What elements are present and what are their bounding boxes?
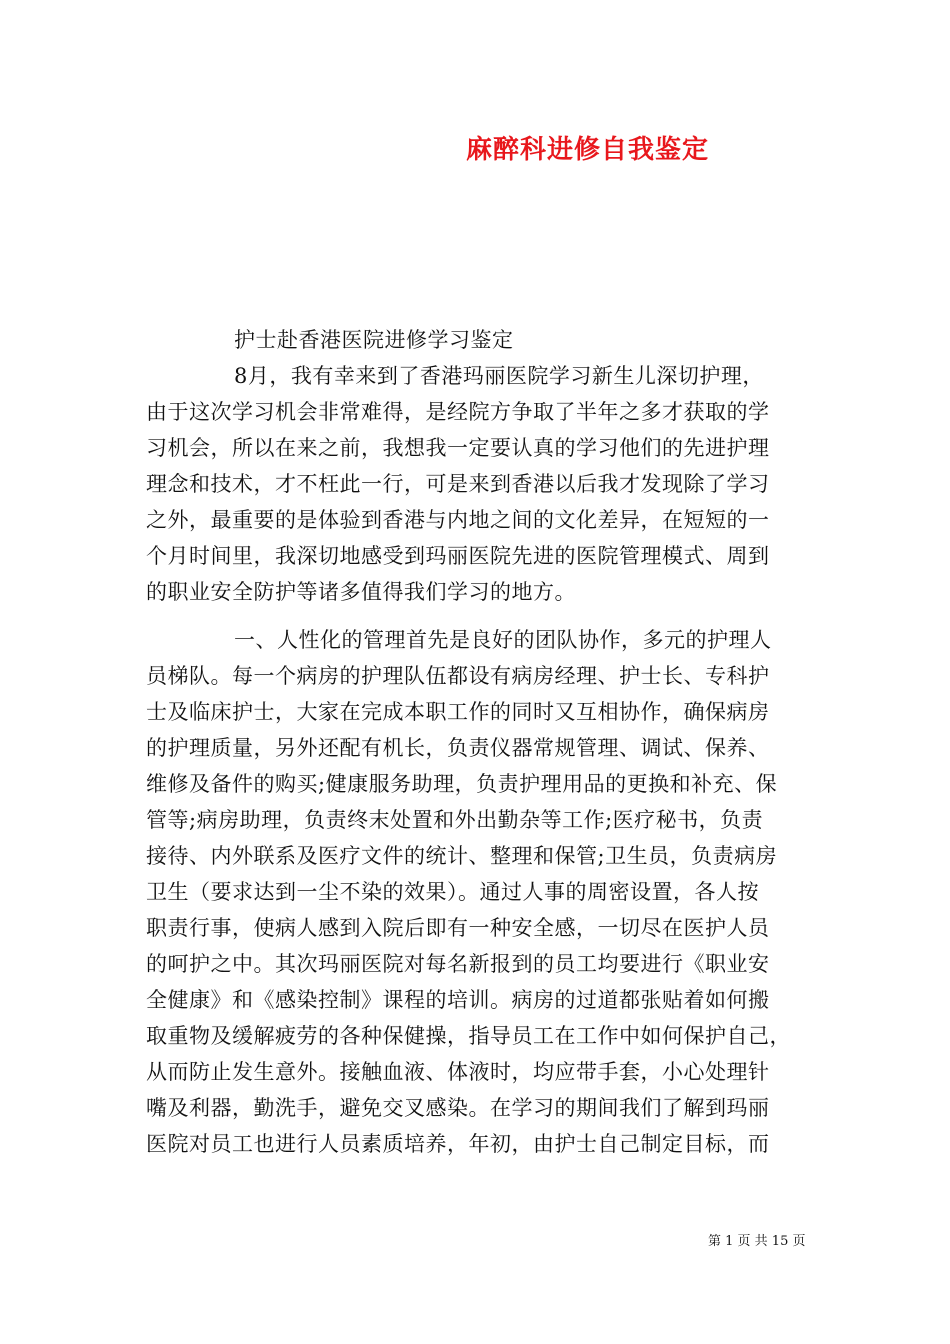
text-line: 的护理质量，另外还配有机长，负责仪器常规管理、调试、保养、: [146, 736, 770, 760]
text-line: 之外，最重要的是体验到香港与内地之间的文化差异，在短短的一: [146, 508, 770, 532]
text-line: 从而防止发生意外。接触血液、体液时，均应带手套，小心处理针: [146, 1060, 770, 1084]
page-number: 第 1 页 共 15 页: [708, 1234, 806, 1249]
text-line: 一、人性化的管理首先是良好的团队协作，多元的护理人: [234, 628, 772, 652]
text-line: 8月，我有幸来到了香港玛丽医院学习新生儿深切护理，: [234, 364, 764, 388]
text-line: 管等;病房助理，负责终末处置和外出勤杂等工作;医疗秘书，负责: [146, 808, 764, 832]
text-line: 习机会，所以在来之前，我想我一定要认真的学习他们的先进护理: [146, 436, 770, 460]
text-line: 卫生（要求达到一尘不染的效果）。通过人事的周密设置，各人按: [146, 880, 759, 904]
text-line: 接待、内外联系及医疗文件的统计、整理和保管;卫生员，负责病房: [146, 844, 778, 868]
text-line: 理念和技术，才不枉此一行，可是来到香港以后我才发现除了学习: [146, 472, 770, 496]
text-line: 维修及备件的购买;健康服务助理，负责护理用品的更换和补充、保: [146, 772, 778, 796]
text-line: 的呵护之中。其次玛丽医院对每名新报到的员工均要进行《职业安: [146, 952, 770, 976]
document-subtitle: 护士赴香港医院进修学习鉴定: [234, 328, 514, 352]
text-line: 由于这次学习机会非常难得，是经院方争取了半年之多才获取的学: [146, 400, 770, 424]
text-line: 个月时间里，我深切地感受到玛丽医院先进的医院管理模式、周到: [146, 544, 770, 568]
text-line: 的职业安全防护等诸多值得我们学习的地方。: [146, 580, 576, 604]
text-line: 员梯队。每一个病房的护理队伍都设有病房经理、护士长、专科护: [146, 664, 770, 688]
text-line: 全健康》和《感染控制》课程的培训。病房的过道都张贴着如何搬: [146, 988, 770, 1012]
text-line: 嘴及利器，勤洗手，避免交叉感染。在学习的期间我们了解到玛丽: [146, 1096, 770, 1120]
page-title: 麻醉科进修自我鉴定: [466, 135, 710, 165]
text-line: 医院对员工也进行人员素质培养，年初，由护士自己制定目标，而: [146, 1132, 770, 1156]
text-line: 取重物及缓解疲劳的各种保健操，指导员工在工作中如何保护自己，: [146, 1024, 791, 1048]
text-line: 职责行事，使病人感到入院后即有一种安全感，一切尽在医护人员: [146, 916, 770, 940]
text-line: 士及临床护士，大家在完成本职工作的同时又互相协作，确保病房: [146, 700, 770, 724]
